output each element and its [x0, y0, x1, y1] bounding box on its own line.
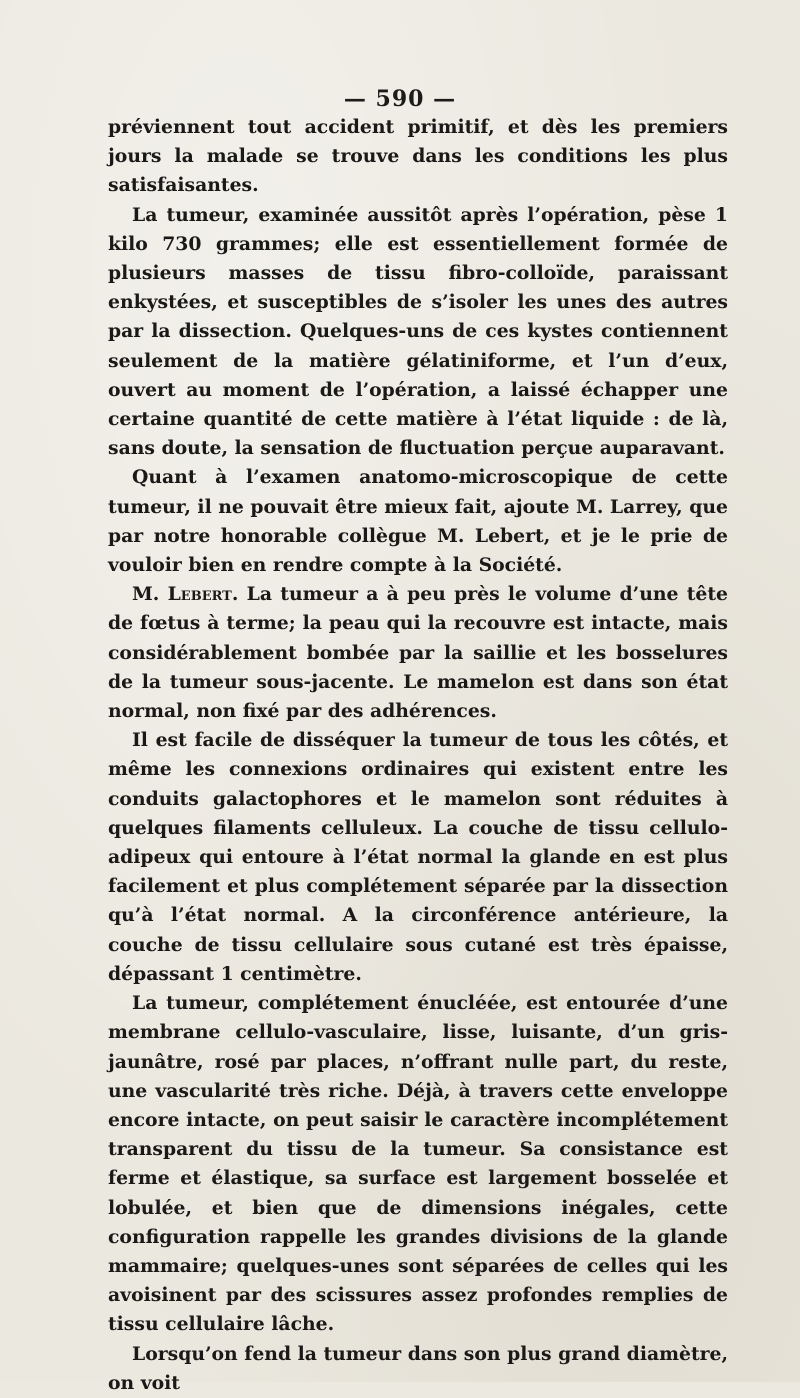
paragraph-continued: préviennent tout accident primitif, et dès les premiers jours la malade se trouve dans les conditions les plus satisfaisantes.: [108, 116, 728, 197]
paragraph: La tumeur, examinée aussitôt après l’opération, pèse 1 kilo 730 grammes; elle est essentiellement formée de plusieurs masses de tissu fibro-colloïde, paraissant enkystées, et susceptibles de s’isoler les unes des autres par la dissection. Quelques-uns de ces kystes contiennent seulement de la matière gélatiniforme, et l’un d’eux, ouvert au moment de l’opération, a laissé échapper une certaine quantité de cette matière à l’état liquide : de là, sans doute, la sensation de fluctuation perçue auparavant.: [108, 203, 728, 460]
paragraph-speaker: [108, 580, 728, 726]
paragraph-last: Lorsqu’on fend la tumeur dans son plus grand diamètre, on voit: [108, 1342, 728, 1394]
page-number: — 590 —: [343, 86, 457, 112]
page-body: [108, 113, 728, 1398]
paragraph: Il est facile de disséquer la tumeur de tous les côtés, et même les connexions ordinaires qui existent entre les conduits galactophores et le mamelon sont réduites à quelques filaments celluleux. La couche de tissu cellulo-adipeux qui entoure à l’état normal la glande en est plus facilement et plus complétement séparée par la dissection qu’à l’état normal. A la circonférence antérieure, la couche de tissu cellulaire sous cutané est très épaisse, dépassant 1 centimètre.: [108, 729, 728, 985]
paragraph: Quant à l’examen anatomo-microscopique de cette tumeur, il ne pouvait être mieux fait, ajoute M. Larrey, que par notre honorable collègue M. Lebert, et je le prie de vouloir bien en rendre compte à la Société.: [108, 466, 728, 577]
speaker-name: M. Lebert.: [132, 583, 239, 606]
paragraph: La tumeur, complétement énucléée, est entourée d’une membrane cellulo-vasculaire, lisse, luisante, d’un gris-jaunâtre, rosé par places, n’offrant nulle part, du reste, une vascularité très riche. Déjà, à travers cette enveloppe encore intacte, on peut saisir le caractère incomplétement transparent du tissu de la tumeur. Sa consistance est ferme et élastique, sa surface est largement bosselée et lobulée, et bien que de dimensions inégales, cette configuration rappelle les grandes divisions de la glande mammaire; quelques-unes sont séparées de celles qui les avoisinent par des scissures assez profondes remplies de tissu cellulaire lâche.: [108, 992, 728, 1336]
speaker-text: La tumeur a à peu près le volume d’une tête de fœtus à terme; la peau qui la recouvre est intacte, mais considérablement bombée par la saillie et les bosselures de la tumeur sous-jacente. Le mamelon est dans son état normal, non fixé par des adhérences.: [108, 583, 728, 723]
